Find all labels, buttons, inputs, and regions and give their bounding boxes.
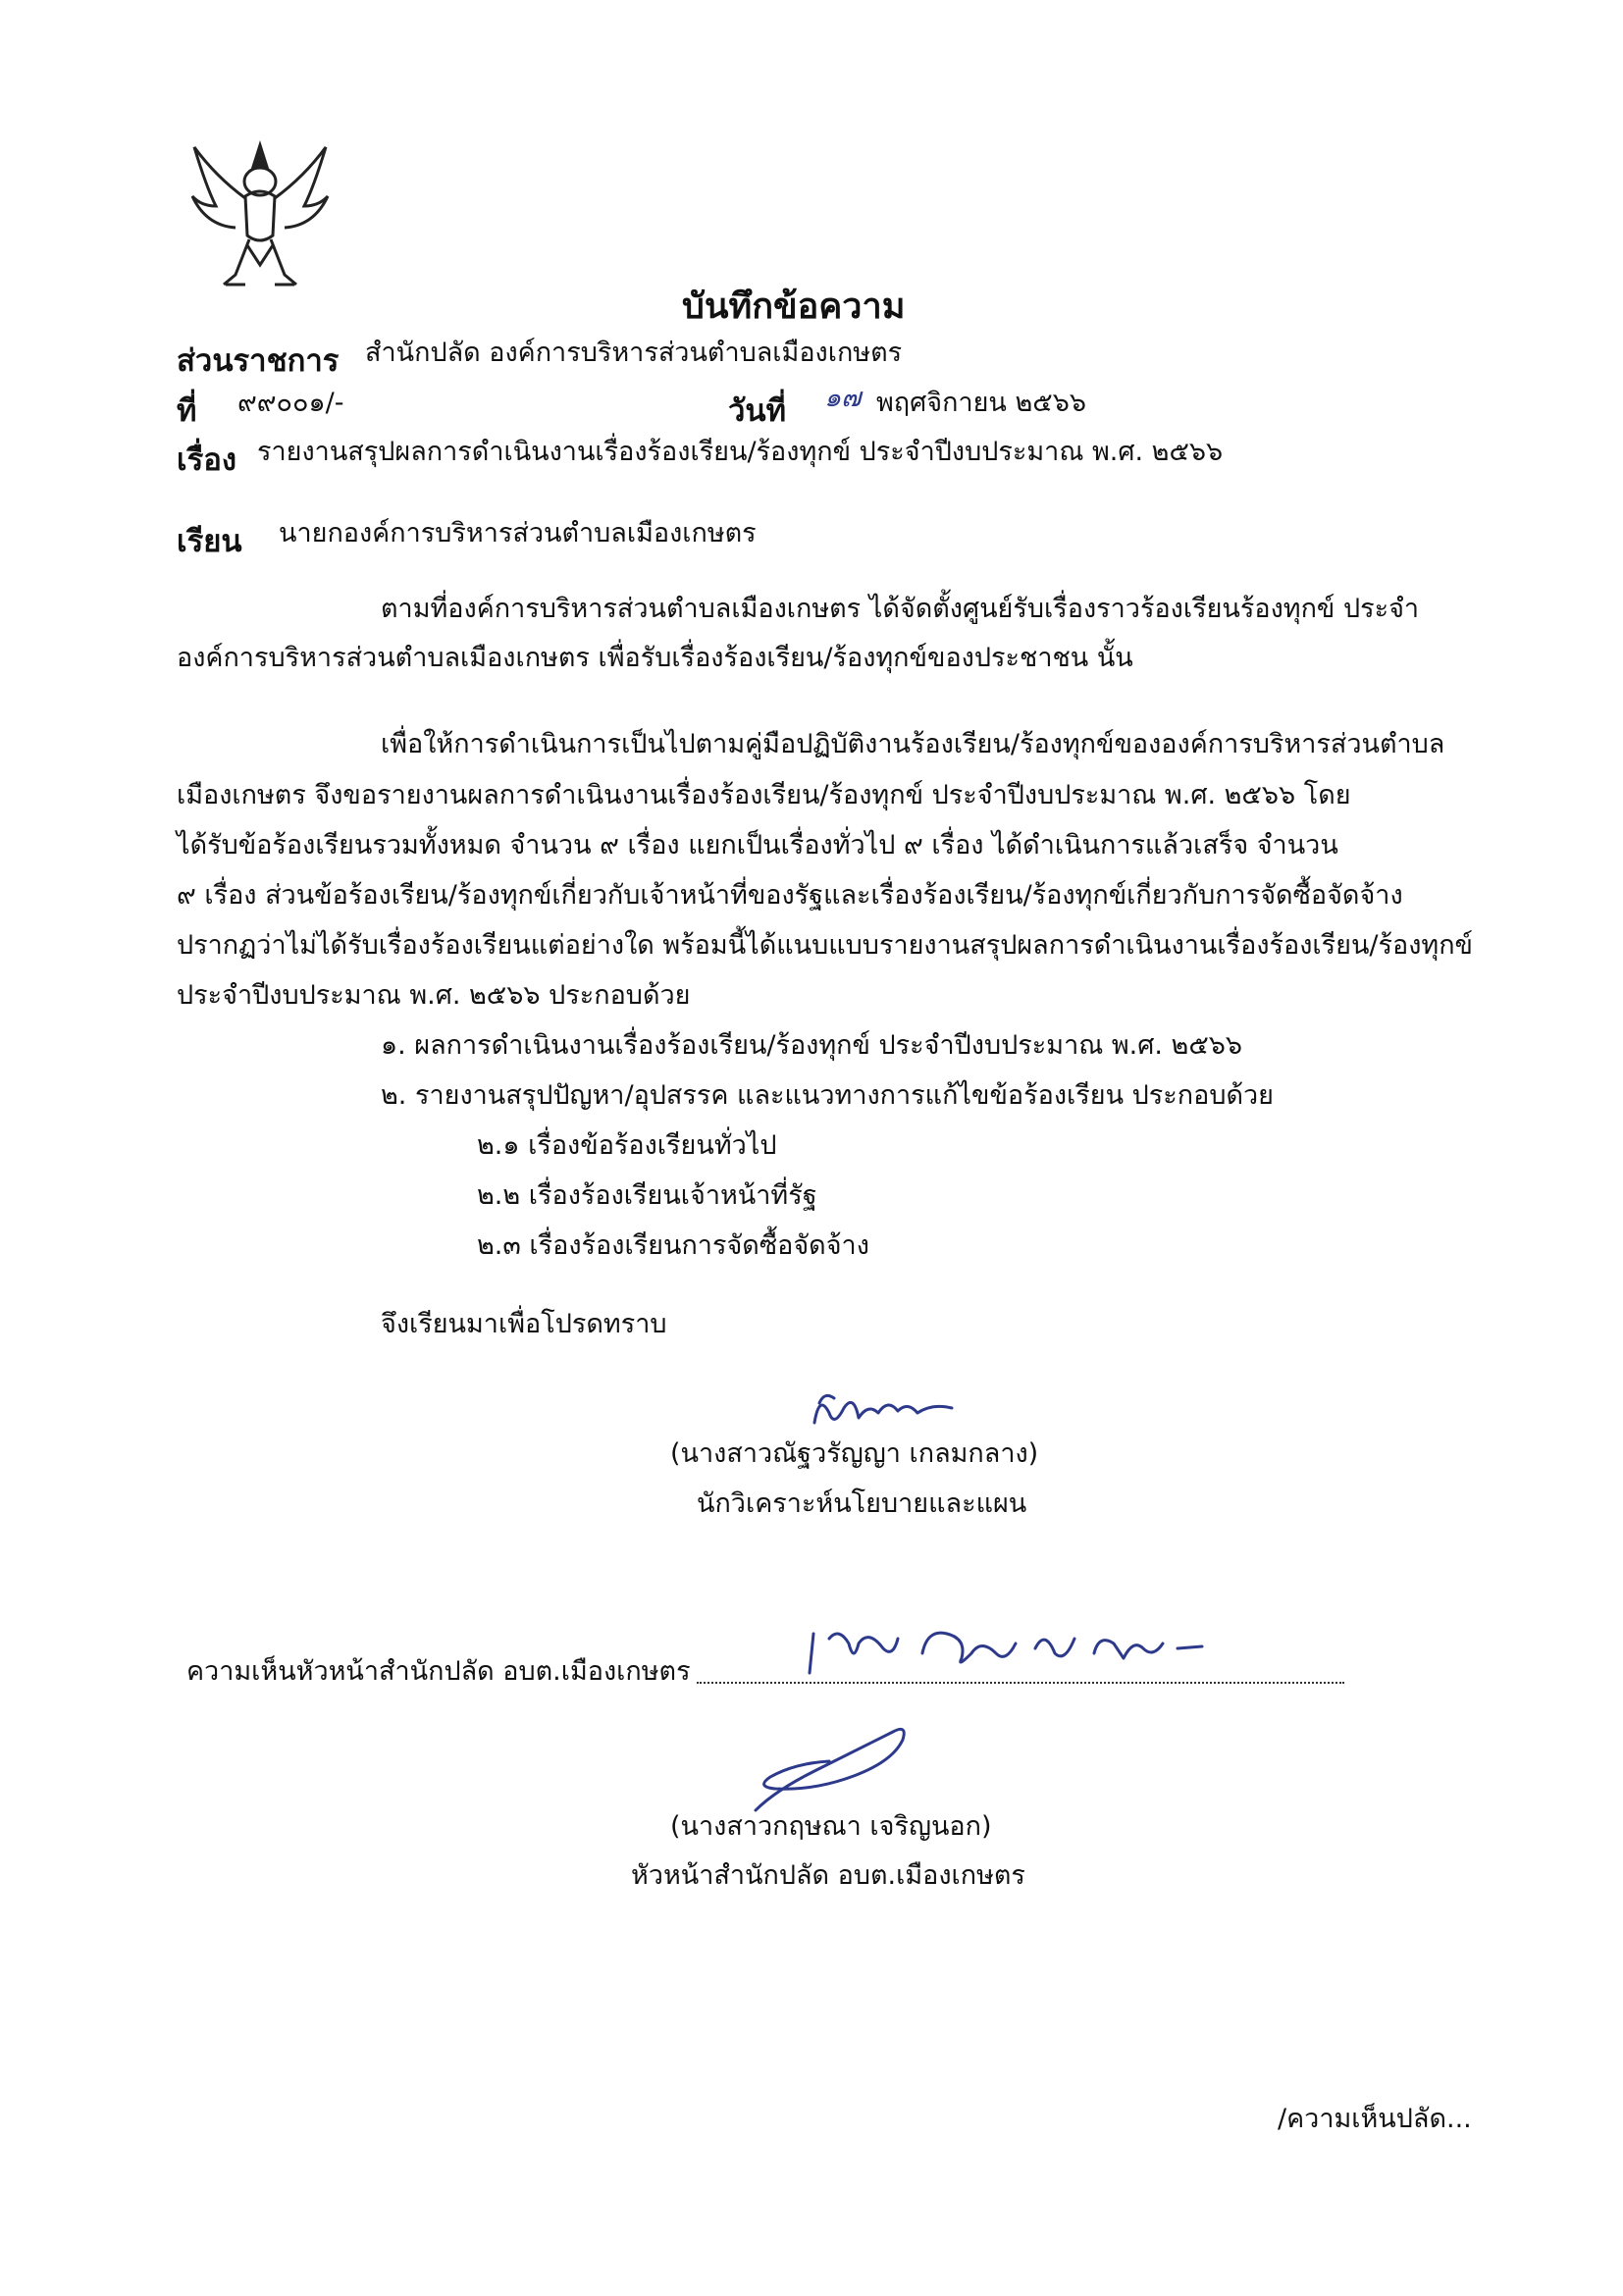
memo-title: บันทึกข้อความ	[682, 287, 906, 327]
date-value: พฤศจิกายน ๒๕๖๖	[876, 388, 1086, 418]
list-item-1: ๑. ผลการดำเนินงานเรื่องร้องเรียน/ร้องทุกข์ ประจำปีงบประมาณ พ.ศ. ๒๕๖๖	[381, 1030, 1243, 1061]
list-item-2: ๒. รายงานสรุปปัญหา/อุปสรรค และแนวทางการแก้ไขข้อร้องเรียน ประกอบด้วย	[381, 1080, 1274, 1111]
signature-2	[736, 1712, 932, 1820]
para2-line3: ได้รับข้อร้องเรียนรวมทั้งหมด จำนวน ๙ เรื่อง แยกเป็นเรื่องทั่วไป ๙ เรื่อง ได้ดำเนินการแล้วเสร็จ จำนวน	[177, 830, 1338, 861]
para2-line1: เพื่อให้การดำเนินการเป็นไปตามคู่มือปฏิบัติงานร้องเรียน/ร้องทุกข์ขององค์การบริหารส่วนตำบล	[381, 729, 1445, 759]
list-item-2-1: ๒.๑ เรื่องข้อร้องเรียนทั่วไป	[477, 1130, 777, 1161]
para1-line1: ตามที่องค์การบริหารส่วนตำบลเมืองเกษตร ได้จัดตั้งศูนย์รับเรื่องราวร้องเรียนร้องทุกข์ ประจำ	[381, 594, 1420, 624]
date-label: วันที่	[728, 393, 787, 429]
signature-1	[795, 1383, 971, 1442]
para2-line2: เมืองเกษตร จึงขอรายงานผลการดำเนินงานเรื่องร้องเรียน/ร้องทุกข์ ประจำปีงบประมาณ พ.ศ. ๒๕๖๖ โดย	[177, 780, 1351, 810]
agency-value: สำนักปลัด องค์การบริหารส่วนตำบลเมืองเกษตร	[365, 338, 903, 368]
subject-label: เรื่อง	[177, 443, 237, 478]
para2-line5: ปรากฏว่าไม่ได้รับเรื่องร้องเรียนแต่อย่างใด พร้อมนี้ได้แนบแบบรายงานสรุปผลการดำเนินงานเรื่องร้องเรียน/ร้องทุกข์	[177, 930, 1474, 961]
salutation-label: เรียน	[177, 524, 242, 559]
signer2-name: (นางสาวกฤษณา เจริญนอก)	[670, 1811, 992, 1842]
closing-text: จึงเรียนมาเพื่อโปรดทราบ	[381, 1309, 667, 1339]
handwritten-opinion	[800, 1609, 1231, 1688]
para2-line6: ประจำปีงบประมาณ พ.ศ. ๒๕๖๖ ประกอบด้วย	[177, 980, 691, 1011]
signer2-position: หัวหน้าสำนักปลัด อบต.เมืองเกษตร	[631, 1860, 1025, 1891]
garuda-emblem-icon	[186, 137, 334, 294]
para2-line4: ๙ เรื่อง ส่วนข้อร้องเรียน/ร้องทุกข์เกี่ยวกับเจ้าหน้าที่ของรัฐและเรื่องร้องเรียน/ร้องทุกข์เกี่ยวกับการจัดซื้อจัดจ้าง	[177, 880, 1403, 911]
salutation-value: นายกองค์การบริหารส่วนตำบลเมืองเกษตร	[279, 518, 757, 548]
agency-label: ส่วนราชการ	[177, 343, 340, 379]
signer1-name: (นางสาวณัฐวรัญญา เกลมกลาง)	[670, 1438, 1039, 1469]
ref-value: ๙๙๐๐๑/-	[237, 388, 344, 418]
date-day-handwritten: ๑๗	[824, 383, 862, 413]
list-item-2-2: ๒.๒ เรื่องร้องเรียนเจ้าหน้าที่รัฐ	[477, 1180, 817, 1211]
continuation-note: /ความเห็นปลัด...	[1278, 2104, 1472, 2134]
list-item-2-3: ๒.๓ เรื่องร้องเรียนการจัดซื้อจัดจ้าง	[477, 1230, 869, 1261]
para1-line2: องค์การบริหารส่วนตำบลเมืองเกษตร เพื่อรับเรื่องร้องเรียน/ร้องทุกข์ของประชาชน นั้น	[177, 643, 1133, 673]
ref-label: ที่	[177, 393, 197, 429]
signer1-position: นักวิเคราะห์นโยบายและแผน	[697, 1488, 1027, 1519]
subject-value: รายงานสรุปผลการดำเนินงานเรื่องร้องเรียน/ร้องทุกข์ ประจำปีงบประมาณ พ.ศ. ๒๕๖๖	[257, 437, 1224, 467]
opinion-label: ความเห็นหัวหน้าสำนักปลัด อบต.เมืองเกษตร	[186, 1656, 691, 1687]
